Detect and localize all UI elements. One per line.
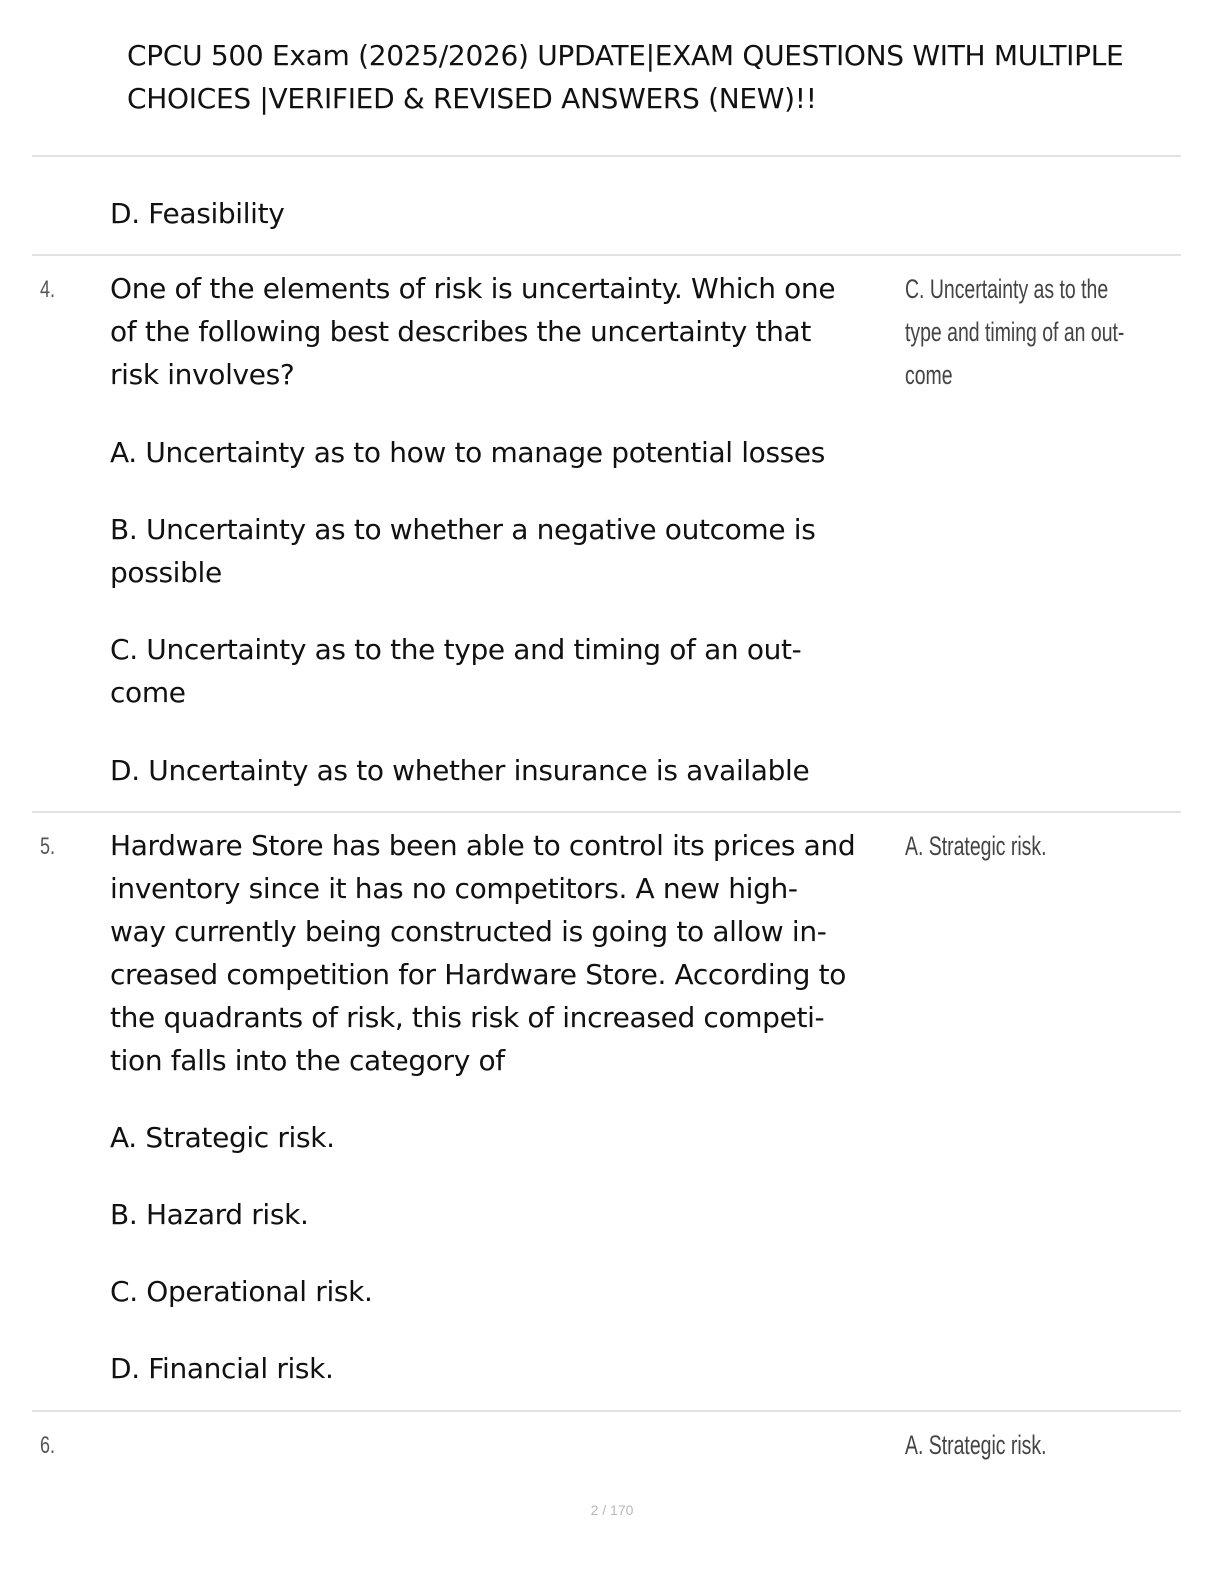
- question-6-answer: A. Strategic risk.: [905, 1430, 1047, 1460]
- question-4-line: of the following best describes the uncertainty that: [110, 315, 811, 348]
- question-4-option-b-line: possible: [110, 556, 222, 589]
- divider: [32, 155, 1181, 157]
- question-4-answer: [905, 268, 1124, 397]
- question-5-option-b: B. Hazard risk.: [110, 1198, 309, 1231]
- question-5-option-d: D. Financial risk.: [110, 1352, 334, 1385]
- question-5-number: 5.: [40, 833, 56, 860]
- question-4-option-d: D. Uncertainty as to whether insurance is available: [110, 754, 810, 787]
- question-4-option-b-line: B. Uncertainty as to whether a negative outcome is: [110, 513, 816, 546]
- document-title-line-1: CPCU 500 Exam (2025/2026) UPDATE|EXAM QUESTIONS WITH MULTIPLE: [127, 39, 1124, 72]
- question-4-text: [110, 267, 900, 396]
- document-title: [127, 34, 1217, 120]
- question-5-line: way currently being constructed is going to allow in-: [110, 915, 827, 948]
- question-4-line: risk involves?: [110, 358, 295, 391]
- question-4-answer-line: type and timing of an out-: [905, 317, 1125, 347]
- question-4-option-c-line: come: [110, 676, 186, 709]
- question-5-option-c: C. Operational risk.: [110, 1275, 373, 1308]
- question-5-text: [110, 824, 900, 1082]
- question-5-line: creased competition for Hardware Store. According to: [110, 958, 847, 991]
- question-5-line: Hardware Store has been able to control its prices and: [110, 829, 856, 862]
- question-5-line: the quadrants of risk, this risk of increased competi-: [110, 1001, 825, 1034]
- question-4-answer-line: C. Uncertainty as to the: [905, 274, 1109, 304]
- question-6-number: 6.: [40, 1432, 56, 1459]
- question-4-option-c-line: C. Uncertainty as to the type and timing of an out-: [110, 633, 802, 666]
- question-4-answer-line: come: [905, 360, 953, 390]
- question-4-line: One of the elements of risk is uncertainty. Which one: [110, 272, 836, 305]
- question-5-line: tion falls into the category of: [110, 1044, 505, 1077]
- divider: [32, 254, 1181, 256]
- question-5-line: inventory since it has no competitors. A new high-: [110, 872, 798, 905]
- question-4-option-b: [110, 508, 900, 594]
- question-4-option-a: A. Uncertainty as to how to manage potential losses: [110, 436, 826, 469]
- question-5-option-a: A. Strategic risk.: [110, 1121, 335, 1154]
- question-5-answer: A. Strategic risk.: [905, 831, 1047, 861]
- divider: [32, 1410, 1181, 1412]
- document-title-line-2: CHOICES |VERIFIED & REVISED ANSWERS (NEW)!!: [127, 82, 817, 115]
- question-4-option-c: [110, 628, 900, 714]
- page-indicator: 2 / 170: [590, 1502, 634, 1518]
- divider: [32, 811, 1181, 813]
- question-4-number: 4.: [40, 276, 56, 303]
- prev-question-option-d: D. Feasibility: [110, 197, 285, 230]
